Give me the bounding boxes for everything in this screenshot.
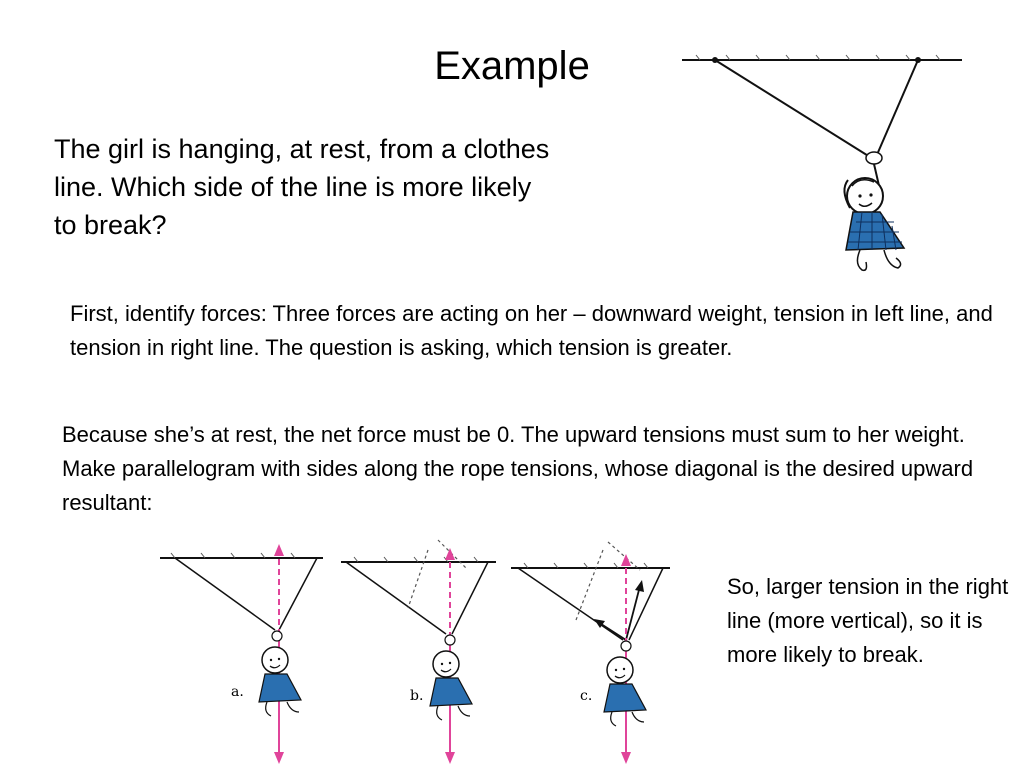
slide-title: Example — [434, 44, 590, 88]
figure-c-label: c. — [580, 688, 593, 704]
forces-paragraph: First, identify forces: Three forces are acting on her – downward weight, tension in left line, and tension in right line. The question is asking, which tension is greater. — [70, 301, 993, 360]
parallelogram-paragraph: Because she’s at rest, the net force must be 0. The upward tensions must sum to her weight. Make parallelogram with sides along the rope tensions, whose diagonal is the desired upward resultant: — [62, 422, 974, 515]
figure-b-label: b. — [410, 688, 424, 704]
figure-a-label: a. — [231, 684, 244, 700]
figure-b-diagram — [338, 540, 503, 768]
girl-hanging-illustration — [670, 40, 970, 285]
figure-c-diagram — [508, 540, 673, 768]
conclusion-text: So, larger tension in the right line (more vertical), so it is more likely to break. — [727, 574, 1009, 667]
figure-a-diagram — [155, 540, 330, 768]
question-text: The girl is hanging, at rest, from a clothes line. Which side of the line is more likely to break? — [54, 134, 550, 240]
